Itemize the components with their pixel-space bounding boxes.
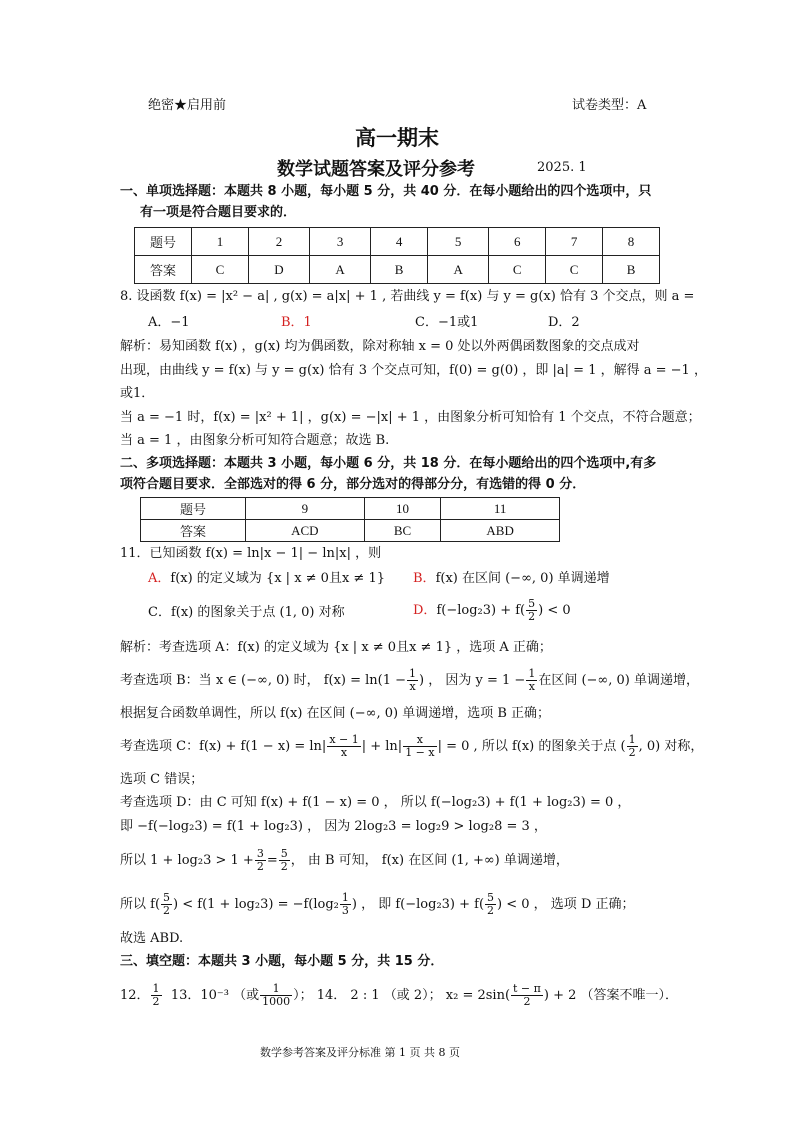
text: | = 0 , 所以 f(x) 的图象关于点 ( <box>437 739 626 754</box>
q11-conclusion: 故选 ABD. <box>120 931 184 946</box>
q12-label: 12． <box>120 988 150 1003</box>
denominator: 1000 <box>262 995 291 1008</box>
fraction <box>279 848 290 873</box>
fraction <box>511 983 543 1008</box>
q11-option-d-label: D． <box>413 603 437 618</box>
numerator: x <box>403 734 436 747</box>
denominator: 2 <box>280 860 288 873</box>
table-cell: 9 <box>246 498 365 520</box>
q11-solution-d4 <box>120 892 635 917</box>
section2-heading: 二、多项选择题：本题共 3 小题，每小题 6 分，共 18 分．在每小题给出的四个选项中,有多 <box>120 456 657 471</box>
fraction <box>340 892 351 917</box>
denominator: 2 <box>163 904 171 917</box>
answer-table-2 <box>140 497 560 542</box>
q11-option-b-text: f(x) 在区间 (−∞, 0) 单调递增 <box>435 571 610 586</box>
numerator: 3 <box>256 847 264 860</box>
text: ) ， 因为 y = 1 − <box>419 673 526 688</box>
table-cell: 1 <box>192 228 249 256</box>
q11-option-d <box>413 598 571 623</box>
numerator: 5 <box>280 847 288 860</box>
table-cell: D <box>248 256 309 284</box>
table-cell: C <box>489 256 546 284</box>
q11-solution-d1: 考查选项 D：由 C 可知 f(x) + f(1 − x) = 0 ， 所以 f(−log₂3) + f(1 + log₂3) = 0 ， <box>120 795 631 810</box>
section1-heading-2: 有一项是符合题目要求的． <box>140 205 297 220</box>
page-title: 高一期末 <box>355 126 439 150</box>
fraction <box>255 848 266 873</box>
denominator: 2 <box>487 904 495 917</box>
answer-table-1 <box>134 227 660 284</box>
table-label: 答案 <box>135 256 192 284</box>
secret-label: 绝密★启用前 <box>148 98 227 113</box>
fraction <box>161 892 172 917</box>
numerator: 1 <box>341 891 349 904</box>
table-label: 答案 <box>141 520 246 542</box>
denominator: x <box>528 680 535 693</box>
q11-solution-d3 <box>120 848 569 873</box>
q8-option-b: B．1 <box>281 315 312 330</box>
table-cell: 8 <box>603 228 660 256</box>
numerator: 5 <box>528 597 536 610</box>
numerator: x − 1 <box>329 733 359 746</box>
section2-heading-2: 项符合题目要求．全部选对的得 6 分，部分选对的得部分分，有选错的得 0 分． <box>120 477 586 492</box>
section3-heading: 三、填空题：本题共 3 小题，每小题 5 分，共 15 分． <box>120 954 444 969</box>
q11-option-d-pre: f(−log₂3) + f( <box>436 603 526 618</box>
q8-stem: 8. 设函数 f(x) = |x² − a| , g(x) = a|x| + 1 , 若曲线 y = f(x) 与 y = g(x) 恰有 3 个交点，则 a = <box>120 289 695 304</box>
fraction <box>485 892 496 917</box>
denominator: 2 <box>523 995 531 1008</box>
table-cell: C <box>546 256 603 284</box>
fraction <box>526 598 537 623</box>
q11-option-a <box>148 570 385 588</box>
text: 所以 1 + log₂3 > 1 + <box>120 853 254 868</box>
table-cell: A <box>310 256 371 284</box>
text: | + ln| <box>361 739 403 754</box>
q8-solution-2: 出现，由曲线 y = f(x) 与 y = g(x) 恰有 3 个交点可知，f(0) = g(0) ，即 |a| = 1 ，解得 a = −1 ， <box>120 363 707 378</box>
denominator: x <box>409 680 416 693</box>
table-cell: 5 <box>428 228 489 256</box>
fraction <box>526 668 537 693</box>
denominator: x <box>340 746 348 759</box>
table-label: 题号 <box>135 228 192 256</box>
q14-post: ) + 2 （答案不唯一）． <box>543 988 679 1003</box>
table-cell: B <box>371 256 428 284</box>
q11-option-a-text: f(x) 的定义域为 {x | x ≠ 0且x ≠ 1} <box>170 571 385 586</box>
numerator: 1 <box>528 667 536 680</box>
q11-option-d-post: ) < 0 <box>538 603 571 618</box>
denominator: 2 <box>528 610 536 623</box>
numerator: t − π <box>513 982 541 995</box>
table-cell: 11 <box>441 498 560 520</box>
q8-option-c: C．−1或1 <box>415 315 479 330</box>
numerator: 1 <box>152 982 160 995</box>
date: 2025. 1 <box>537 160 587 175</box>
text: ) < 0 ， 选项 D 正确； <box>497 897 635 912</box>
q14-text: ）； 14． 2 : 1 （或 2）； x₂ = 2sin( <box>293 988 511 1003</box>
table-cell: C <box>192 256 249 284</box>
table-cell: 10 <box>364 498 441 520</box>
table-cell: ABD <box>441 520 560 542</box>
denominator: 2 <box>152 995 160 1008</box>
table-cell: BC <box>364 520 441 542</box>
paper-type: 试卷类型：A <box>572 98 647 113</box>
table-cell: 4 <box>371 228 428 256</box>
numerator: 1 <box>409 667 417 680</box>
q8-option-a: A．−1 <box>148 315 190 330</box>
q11-option-c: C．f(x) 的图象关于点 (1, 0) 对称 <box>148 605 345 620</box>
numerator: 5 <box>163 891 171 904</box>
denominator: 3 <box>341 904 349 917</box>
text: 考查选项 C：f(x) + f(1 − x) = ln| <box>120 739 327 754</box>
denominator: 2 <box>628 746 636 759</box>
table-cell: 2 <box>248 228 309 256</box>
q11-solution-a: 解析：考查选项 A：f(x) 的定义域为 {x | x ≠ 0且x ≠ 1} ，选项 A 正确； <box>120 640 552 655</box>
q11-stem: 11．已知函数 f(x) = ln|x − 1| − ln|x| ，则 <box>120 546 382 561</box>
q8-solution-5: 当 a = 1 ，由图象分析可知符合题意；故选 B. <box>120 433 390 448</box>
q11-option-a-label: A． <box>148 571 171 586</box>
q11-option-b <box>413 570 610 588</box>
q8-solution-4: 当 a = −1 时，f(x) = |x² + 1| ，g(x) = −|x| + 1 ，由图象分析可知恰有 1 个交点，不符合题意； <box>120 410 701 425</box>
q8-solution-1: 解析：易知函数 f(x) ，g(x) 均为偶函数，除对称轴 x = 0 处以外两偶函数图象的交点成对 <box>120 339 640 354</box>
q13-label: 13．10⁻³ （或 <box>170 988 260 1003</box>
table-cell: 3 <box>310 228 371 256</box>
page-subtitle: 数学试题答案及评分参考 <box>277 159 475 180</box>
text: 所以 f( <box>120 897 161 912</box>
text: = <box>266 853 278 868</box>
fraction <box>627 734 638 759</box>
q11-solution-d2: 即 −f(−log₂3) = f(1 + log₂3) ， 因为 2log₂3 = log₂9 > log₂8 = 3 ， <box>120 819 547 834</box>
numerator: 5 <box>487 891 495 904</box>
fraction <box>260 983 292 1008</box>
q11-solution-c1 <box>120 734 703 759</box>
page-footer: 数学参考答案及评分标准 第 1 页 共 8 页 <box>260 1046 460 1059</box>
table-cell: B <box>603 256 660 284</box>
fraction <box>403 734 436 759</box>
numerator: 1 <box>628 733 636 746</box>
table-cell: A <box>428 256 489 284</box>
q8-option-d: D．2 <box>548 315 580 330</box>
numerator: 1 <box>260 983 292 996</box>
text: 在区间 (−∞, 0) 单调递增， <box>538 673 699 688</box>
fraction <box>407 668 418 693</box>
q12-answer <box>151 983 162 1008</box>
q11-solution-b2: 根据复合函数单调性，所以 f(x) 在区间 (−∞, 0) 单调递增，选项 B 正确； <box>120 706 551 721</box>
table-cell: 6 <box>489 228 546 256</box>
table-cell: ACD <box>246 520 365 542</box>
text: ) < f(1 + log₂3) = −f(log₂ <box>173 897 339 912</box>
fraction <box>327 734 360 759</box>
text: ) ， 即 f(−log₂3) + f( <box>351 897 485 912</box>
section1-heading: 一、单项选择题：本题共 8 小题，每小题 5 分，共 40 分．在每小题给出的四个选项中，只 <box>120 184 652 199</box>
q11-solution-b1 <box>120 668 699 693</box>
q8-solution-3: 或1． <box>120 386 155 401</box>
denominator: 2 <box>256 860 264 873</box>
text: , 0) 对称， <box>638 739 704 754</box>
text: 考查选项 B：当 x ∈ (−∞, 0) 时， f(x) = ln(1 − <box>120 673 407 688</box>
fill-answers <box>120 983 678 1008</box>
text: ， 由 B 可知， f(x) 在区间 (1, +∞) 单调递增， <box>290 853 569 868</box>
table-label: 题号 <box>141 498 246 520</box>
table-cell: 7 <box>546 228 603 256</box>
q11-option-b-label: B． <box>413 571 436 586</box>
denominator: 1 − x <box>405 746 435 759</box>
q11-solution-c2: 选项 C 错误； <box>120 772 204 787</box>
